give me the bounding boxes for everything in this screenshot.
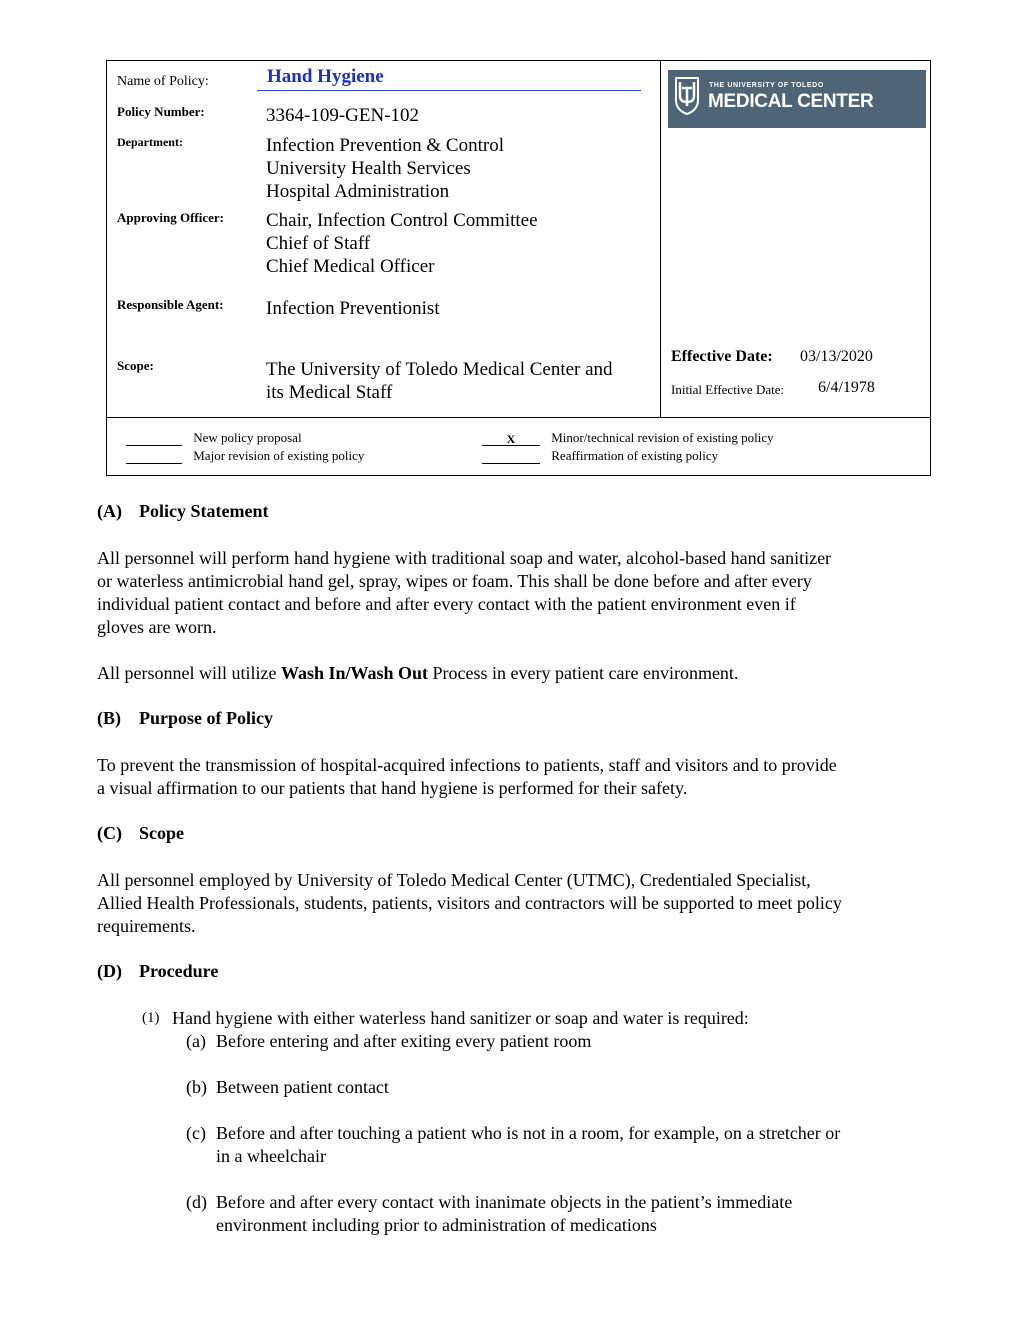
department-3: Hospital Administration	[266, 181, 450, 202]
revision-label-new: New policy proposal	[193, 430, 302, 445]
subitem-b-letter: (b)	[186, 1077, 207, 1097]
revision-mark-minor: X	[482, 433, 540, 446]
subitem-c-text-2: in a wheelchair	[216, 1146, 326, 1166]
subitem-d-text-2: environment including prior to administration of medications	[216, 1215, 657, 1235]
responsible-agent-label: Responsible Agent:	[117, 297, 224, 312]
section-a-line: All personnel will perform hand hygiene with traditional soap and water, alcohol-based hand sanitizer	[97, 548, 832, 568]
name-of-policy-label: Name of Policy:	[117, 74, 209, 89]
subitem-a-letter: (a)	[186, 1031, 206, 1051]
policy-title-underline	[257, 90, 641, 91]
section-b-line: To prevent the transmission of hospital-acquired infections to patients, staff and visitors and to provide	[97, 755, 837, 775]
revision-option-new	[126, 430, 302, 446]
initial-effective-date: 6/4/1978	[818, 379, 875, 396]
header-divider-horizontal	[106, 417, 931, 418]
revision-mark-reaffirm	[482, 451, 540, 464]
subitem-c-letter: (c)	[186, 1123, 206, 1143]
section-c-paragraph	[97, 869, 937, 938]
section-d-letter: (D)	[97, 961, 122, 981]
scope-line-1: The University of Toledo Medical Center and	[266, 359, 613, 380]
procedure-item-1-text: Hand hygiene with either waterless hand sanitizer or soap and water is required:	[172, 1008, 749, 1028]
subitem-a-text: Before entering and after exiting every patient room	[216, 1031, 592, 1051]
approving-officer-3: Chief Medical Officer	[266, 256, 435, 277]
section-c-line: Allied Health Professionals, students, patients, visitors and contractors will be supported to meet policy	[97, 893, 842, 913]
section-a-line: gloves are worn.	[97, 617, 217, 637]
shield-icon	[674, 76, 700, 116]
section-a-para2-pre: All personnel will utilize	[97, 663, 281, 683]
section-c-line: All personnel employed by University of Toledo Medical Center (UTMC), Credentialed Specialist,	[97, 870, 811, 890]
scope-label: Scope:	[117, 358, 154, 373]
revision-option-minor	[482, 430, 774, 446]
department-1: Infection Prevention & Control	[266, 135, 504, 156]
department-2: University Health Services	[266, 158, 471, 179]
section-a-para2-post: Process in every patient care environment.	[428, 663, 739, 683]
section-c-line: requirements.	[97, 916, 196, 936]
section-d-heading: Procedure	[139, 961, 219, 981]
header-divider-vertical	[660, 60, 661, 417]
scope-line-2: its Medical Staff	[266, 382, 393, 403]
effective-date-label: Effective Date:	[671, 348, 773, 365]
section-b-heading: Purpose of Policy	[139, 708, 273, 728]
section-a-line: or waterless antimicrobial hand gel, spray, wipes or foam. This shall be done before and after every	[97, 571, 812, 591]
subitem-c-text-1: Before and after touching a patient who is not in a room, for example, on a stretcher or	[216, 1123, 841, 1143]
procedure-item-1-number: (1)	[142, 1010, 160, 1026]
responsible-agent: Infection Preventionist	[266, 298, 440, 319]
revision-mark-major	[126, 451, 182, 464]
section-a-line: individual patient contact and before and after every contact with the patient environment even if	[97, 594, 796, 614]
revision-option-reaffirm	[482, 448, 718, 464]
section-b-line: a visual affirmation to our patients that hand hygiene is performed for their safety.	[97, 778, 688, 798]
section-a-heading: Policy Statement	[139, 501, 269, 521]
section-a-paragraph-1	[97, 547, 937, 639]
revision-option-major	[126, 448, 364, 464]
revision-label-reaffirm: Reaffirmation of existing policy	[551, 448, 719, 463]
revision-label-minor: Minor/technical revision of existing policy	[551, 430, 774, 445]
effective-date: 03/13/2020	[800, 348, 873, 365]
revision-label-major: Major revision of existing policy	[193, 448, 365, 463]
section-a-paragraph-2	[97, 662, 937, 685]
section-c-letter: (C)	[97, 823, 122, 843]
section-c-heading: Scope	[139, 823, 184, 843]
wash-in-wash-out: Wash In/Wash Out	[280, 663, 429, 683]
subitem-d-text-1: Before and after every contact with inanimate objects in the patient’s immediate	[216, 1192, 793, 1212]
policy-number-label: Policy Number:	[117, 104, 205, 119]
approving-officer-label: Approving Officer:	[117, 210, 224, 225]
approving-officer-2: Chief of Staff	[266, 233, 371, 254]
policy-title: Hand Hygiene	[267, 66, 384, 87]
utmc-logo	[668, 70, 926, 128]
revision-mark-new	[126, 433, 182, 446]
approving-officer-1: Chair, Infection Control Committee	[266, 210, 538, 231]
section-b-paragraph	[97, 754, 937, 800]
subitem-b-text: Between patient contact	[216, 1077, 389, 1097]
logo-main-text: MEDICAL CENTER	[708, 91, 874, 112]
policy-number: 3364-109-GEN-102	[266, 105, 420, 126]
section-b-letter: (B)	[97, 708, 121, 728]
section-a-letter: (A)	[97, 501, 122, 521]
initial-effective-date-label: Initial Effective Date:	[671, 382, 785, 397]
logo-top-text: THE UNIVERSITY OF TOLEDO	[709, 82, 824, 89]
subitem-d-letter: (d)	[186, 1192, 207, 1212]
department-label: Department:	[117, 135, 183, 149]
